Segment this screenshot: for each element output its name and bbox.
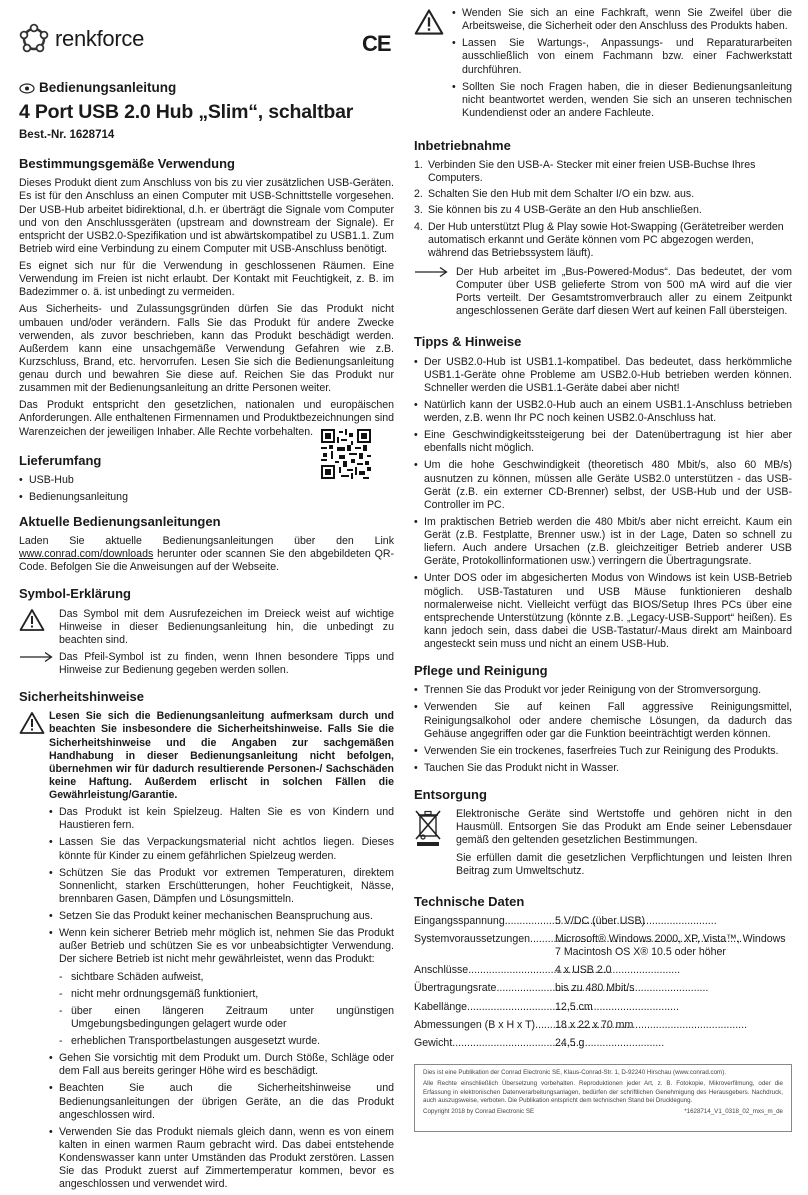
manuals-paragraph [19,535,394,574]
sub-list-item: - sichtbare Schäden aufweist, [59,971,394,984]
imprint-code: *1628714_V1_0318_02_mxs_m_de [684,1108,783,1116]
list-item: • Das Produkt ist kein Spielzeug. Halten Sie es von Kindern und Haustieren fern. [49,806,394,832]
tech-value: 5 V/DC (über USB) [555,914,646,927]
list-item: • Verwenden Sie auf keinen Fall aggressive Reinigungsmittel, Reinigungsalkohol oder andere chemische Lösungen, da dadurch das Gehäuse angegriffen oder gar die Funktion beeinträchtigt werden können. [414,701,792,740]
brand-name: renkforce [55,26,145,52]
sub-list-item: - erheblichen Transportbelastungen ausgesetzt wurde. [59,1035,394,1048]
qr-code[interactable] [321,429,371,479]
doc-type-label: Bedienungsanleitung [39,80,177,95]
tech-label: Abmessungen (B x H x T) ..... [414,1019,552,1032]
list-item: • Eine Geschwindigkeitssteigerung bei der Datenübertragung ist hier aber ebenfalls nicht möglich. [414,429,792,455]
step-number: 1. [414,159,423,172]
symbol-warning-row [19,608,394,647]
intended-use-paragraph: Aus Sicherheits- und Zulassungsgründen dürfen Sie das Produkt nicht umbauen und/oder verändern. Falls Sie das Produkt für andere Zwecke verwenden, als zuvor beschrieben, kann das Produkt beschädigt werden. Außerdem kann eine unsachgemäße Verwendung Gefahren wie z.B. Kurzschluss, Brand, etc. hervorrufen. Lesen Sie sich die Bedienungsanleitung genau durch und bewahren Sie diese auf. Reichen Sie das Produkt nur zusammen mit der Bedienungsanleitung an dritte Personen weiter. [19,303,394,395]
tech-heading: Technische Daten [414,893,525,909]
list-item: • Der USB2.0-Hub ist USB1.1-kompatibel. Das bedeutet, dass herkömmliche USB1.1-Geräte ohne Probleme am USB2.0-Hub betrieben werden können. Schneller werden die USB1.1-Geräte dabei aber nicht! [414,356,792,395]
list-item: • Tauchen Sie das Produkt nicht in Wasser. [414,762,792,775]
step-item [414,221,792,260]
step-item [414,204,792,217]
arrow-right-icon [414,266,448,278]
tech-value: 24,5 g [555,1036,585,1049]
symbols-heading: Symbol-Erklärung [19,586,131,602]
step-item [414,188,792,201]
tech-label: Übertragungsrate ..... [414,982,552,995]
step-text: Sie können bis zu 4 USB-Geräte an den Hub anschließen. [428,204,702,217]
imprint-box [414,1064,792,1132]
list-item: • Setzen Sie das Produkt keiner mechanischen Beanspruchung aus. [49,910,394,923]
list-item: • Im praktischen Betrieb werden die 480 Mbit/s aber nicht erreicht. Kaum ein Gerät (z.B. Festplatte, Brenner usw.) ist in der Lage, Daten so schnell zu liefern. Auch andere Ursachen (z.B. gleichzeitiger Betrieb anderer USB Geräte, Protokollinformationen usw.) verringern die Übertragungsrate. [414,516,792,569]
table-row [414,915,792,928]
list-item: • Beachten Sie auch die Sicherheitshinweise und Bedienungsanleitungen der übrigen Geräte, an die das Produkt angeschlossen wird. [49,1082,394,1121]
step-number: 2. [414,188,423,201]
warning-triangle-icon [19,608,45,632]
care-list [414,684,792,775]
step-text: Verbinden Sie den USB-A- Stecker mit einer freien USB-Buchse Ihres Computers. [428,159,756,185]
ce-mark: CE [362,31,391,56]
disposal-text: Elektronische Geräte sind Wertstoffe und gehören nicht in den Hausmüll. Entsorgen Sie das Produkt am Ende seiner Lebensdauer gemäß den geltenden gesetzlichen Bestimmungen. [456,808,792,847]
eye-icon [19,83,35,94]
warning-triangle-icon [19,711,45,735]
tech-label: Eingangsspannung ..... [414,915,552,928]
list-item: • Lassen Sie das Verpackungsmaterial nicht achtlos liegen. Dieses könnte für Kinder zu einem gefährlichen Spielzeug werden. [49,836,394,862]
warning-triangle-icon [414,8,444,36]
manuals-text: Laden Sie aktuelle Bedienungsanleitungen über den Link [19,535,394,548]
step-number: 4. [414,220,423,233]
list-item: • Sollten Sie noch Fragen haben, die in dieser Bedienungsanleitung nicht beantwortet werden, wenden Sie sich an unseren technischen Kundendienst oder an andere Fachleute. [452,81,792,120]
intended-use-paragraph: Es eignet sich nur für die Verwendung in geschlossenen Räumen. Eine Verwendung im Freien ist nicht erlaubt. Der Kontakt mit Feuchtigkeit, z. B. im Badezimmer o. ä. ist unbedingt zu vermeiden. [19,260,394,299]
imprint-rights: Alle Rechte einschließlich Übersetzung vorbehalten. Reproduktionen jeder Art, z. B. Fotokopie, Mikroverfilmung, oder die Erfassung in elektronischen Datenverarbeitungsanlagen, bedürfen der schriftlichen Genehmigung des Herausgebers. Nachdruck, auch auszugsweise, verboten. Die Publikation entspricht dem technischen Stand bei Drucklegung. [423,1080,783,1105]
arrow-symbol-text: Das Pfeil-Symbol ist zu finden, wenn Ihnen besondere Tipps und Hinweise zur Bedienung gegeben werden sollen. [59,650,394,677]
tech-label: Gewicht ..... [414,1037,552,1050]
doc-type [19,80,394,97]
list-item: • Verwenden Sie ein trockenes, faserfreies Tuch zur Reinigung des Produkts. [414,745,792,758]
warning-symbol-text: Das Symbol mit dem Ausrufezeichen im Dreieck weist auf wichtige Hinweise in dieser Bedienungsanleitung hin, die unbedingt zu beachten sind. [59,607,394,646]
sub-list-item: - nicht mehr ordnungsgemäß funktioniert, [59,988,394,1001]
step-number: 3. [414,204,423,217]
setup-note [414,266,792,323]
intended-use-heading: Bestimmungsgemäße Verwendung [19,156,235,172]
list-item: • Schützen Sie das Produkt vor extremen Temperaturen, direktem Sonnenlicht, starken Erschütterungen, hoher Feuchtigkeit, Nässe, brennbaren Gasen, Dämpfen und Lösungsmitteln. [49,867,394,906]
step-text: Der Hub unterstützt Plug & Play sowie Hot-Swapping (Gerätetreiber werden automatisch erkannt und Geräte können vom PC abgezogen werden, während das Betriebssystem läuft). [428,220,784,259]
list-item: • Um die hohe Geschwindigkeit (theoretisch 480 Mbit/s, also 60 MB/s) ausnutzen zu können, müssen alle Geräte USB2.0 unterstützen - das USB-Gerät (z.B. ein externer CD-Brenner) selbst, der USB-Hub und der USB-Controller im PC. [414,459,792,512]
left-column [19,0,394,1195]
tech-value: bis zu 480 Mbit/s [555,982,635,995]
safety-heading: Sicherheitshinweise [19,689,144,705]
list-item: • USB-Hub [19,474,394,487]
list-item-text: Wenn kein sicherer Betrieb mehr möglich ist, nehmen Sie das Produkt außer Betrieb und schützen Sie es vor unbeabsichtigter Verwendung. Der sichere Betrieb ist nicht mehr gewährleistet, wenn das Produkt: [59,927,394,966]
setup-heading: Inbetriebnahme [414,138,511,153]
list-item: • Trennen Sie das Produkt vor jeder Reinigung von der Stromversorgung. [414,684,792,697]
table-row [414,964,792,977]
intended-use-paragraph: Das Produkt entspricht den gesetzlichen, nationalen und europäischen Anforderungen. Alle enthaltenen Firmennamen und Produktbezeichnungen sind Warenzeichen der jeweiligen Inhaber. Alle Rechte vorbehalten. [19,399,394,438]
safety-sublist [59,971,394,1049]
safety-intro: Lesen Sie sich die Bedienungsanleitung aufmerksam durch und beachten Sie insbesondere die Sicherheitshinweise. Falls Sie die Sicherheitshinweise und die Angaben zur sachgemäßen Handhabung in dieser Bedienungsanleitung nicht befolgen, übernehmen wir für dadurch resultierende Personen-/ Sachschäden keine Haftung. Außerdem erlischt in solchen Fällen die Gewährleistung/Garantie. [49,710,394,802]
table-row [414,1037,792,1050]
manuals-text: herunter oder scannen Sie den abgebildeten QR-Code. Befolgen Sie die Anweisungen auf der Webseite. [19,548,394,574]
intended-use-paragraph: Dieses Produkt dient zum Anschluss von bis zu vier zusätzlichen USB-Geräten. Es ist für den Anschluss an einen Computer mit USB-Schnittstelle vorgesehen. Der USB-Hub arbeitet bidirektional, d.h. er überträgt die Signale vom Computer und von den Anschlussgeräten (upstream and downstream der Signale). Er entspricht der USB2.0-Spezifikation und ist abwärtskompatibel zu USB1.1. Zum Betrieb wird eine Verbindung zu einem Computer mit USB-Anschluss benötigt. [19,177,394,255]
tips-list [414,356,792,652]
list-item: • Natürlich kann der USB2.0-Hub auch an einem USB1.1-Anschluss betrieben werden, z.B. wenn Ihr PC noch keinen USB2.0-Anschluss hat. [414,399,792,425]
list-item: • Verwenden Sie das Produkt niemals gleich dann, wenn es von einem kalten in einen warmen Raum gebracht wird. Das dabei entstehende Kondenswasser kann unter Umständen das Produkt zerstören. Lassen Sie das Produkt zuerst auf Zimmertemperatur kommen, bevor es angeschlossen und verwendet wird. [49,1126,394,1192]
list-item: • Bedienungsanleitung [19,491,394,504]
crossed-bin-icon [414,808,442,848]
disposal-heading: Entsorgung [414,787,487,803]
list-item [49,927,394,1048]
tech-label: Systemvoraussetzungen ..... [414,933,552,959]
imprint-copyright: Copyright 2018 by Conrad Electronic SE [423,1108,535,1116]
delivery-heading: Lieferumfang [19,452,102,468]
sub-list-item: - über einen längeren Zeitraum unter ungünstigen Umgebungsbedingungen gelagert wurde oder [59,1005,394,1031]
setup-note-text: Der Hub arbeitet im „Bus-Powered-Modus“. Das bedeutet, der vom Computer über USB gelieferte Strom von 500 mA wird auf die vier Ports verteilt. Der Gesamtstromverbrauch aller zu einem Zeitpunkt angeschlossenen Geräte darf diesen Wert auf keinen Fall übersteigen. [456,265,792,318]
safety-list [452,7,792,120]
safety-list [49,806,394,1191]
tech-table [414,915,792,1050]
page-title: 4 Port USB 2.0 Hub „Slim“, schaltbar [19,100,354,123]
table-row [414,1019,792,1032]
tech-value: 18 x 22 x 70 mm [555,1018,634,1031]
step-item [414,159,792,185]
list-item: • Unter DOS oder im abgesicherten Modus von Windows ist kein USB-Betrieb möglich. USB-Tastaturen und USB Mäuse funktionieren deshalb normalerweise nicht. Vielleicht verfügt das BIOS/Setup Ihres PCs über eine entsprechende Unterstützung (könnte z.B. „Legacy-USB-Support“ heißen). Es kann jedoch sein, dass dabei die USB-Tastatur/-Maus direkt am Mainboard angesteckt sein muss und nicht an einem USB-Hub. [414,572,792,651]
table-row [414,933,792,959]
tech-label: Anschlüsse ..... [414,964,552,977]
safety-block-continued [414,7,792,124]
downloads-link[interactable]: www.conrad.com/downloads [19,548,154,561]
table-row [414,1001,792,1014]
item-number: Best.-Nr. 1628714 [19,128,115,141]
step-text: Schalten Sie den Hub mit dem Schalter I/O ein bzw. aus. [428,188,695,201]
disposal-block [414,808,792,882]
tech-value: Microsoft® Windows 2000, XP, Vista™, Windows 7 Macintosh OS X® 10.5 oder höher [555,933,786,959]
list-item: • Lassen Sie Wartungs-, Anpassungs- und Reparaturarbeiten ausschließlich von einem Fachmann bzw. einer Fachwerkstatt durchführen. [452,37,792,76]
arrow-right-icon [19,651,53,663]
tech-value: 12,5 cm [555,1000,593,1013]
disposal-text: Sie erfüllen damit die gesetzlichen Verpflichtungen und leisten Ihren Beitrag zum Umweltschutz. [456,851,792,877]
list-item: • Gehen Sie vorsichtig mit dem Produkt um. Durch Stöße, Schläge oder dem Fall aus bereits geringer Höhe wird es beschädigt. [49,1052,394,1078]
tips-heading: Tipps & Hinweise [414,334,522,350]
symbol-arrow-row [19,651,394,677]
care-heading: Pflege und Reinigung [414,663,548,679]
tech-label: Kabellänge ..... [414,1001,552,1014]
imprint-publisher: Dies ist eine Publikation der Conrad Electronic SE, Klaus-Conrad-Str. 1, D-92240 Hirschau (www.conrad.com). [423,1069,726,1076]
manuals-heading: Aktuelle Bedienungsanleitungen [19,514,221,529]
table-row [414,982,792,995]
safety-block [19,710,394,1195]
list-item: • Wenden Sie sich an eine Fachkraft, wenn Sie Zweifel über die Arbeitsweise, die Sicherheit oder den Anschluss des Produkts haben. [452,7,792,33]
tech-value: 4 x USB 2.0 [555,964,612,977]
right-column [414,0,792,1055]
setup-steps [414,159,792,260]
